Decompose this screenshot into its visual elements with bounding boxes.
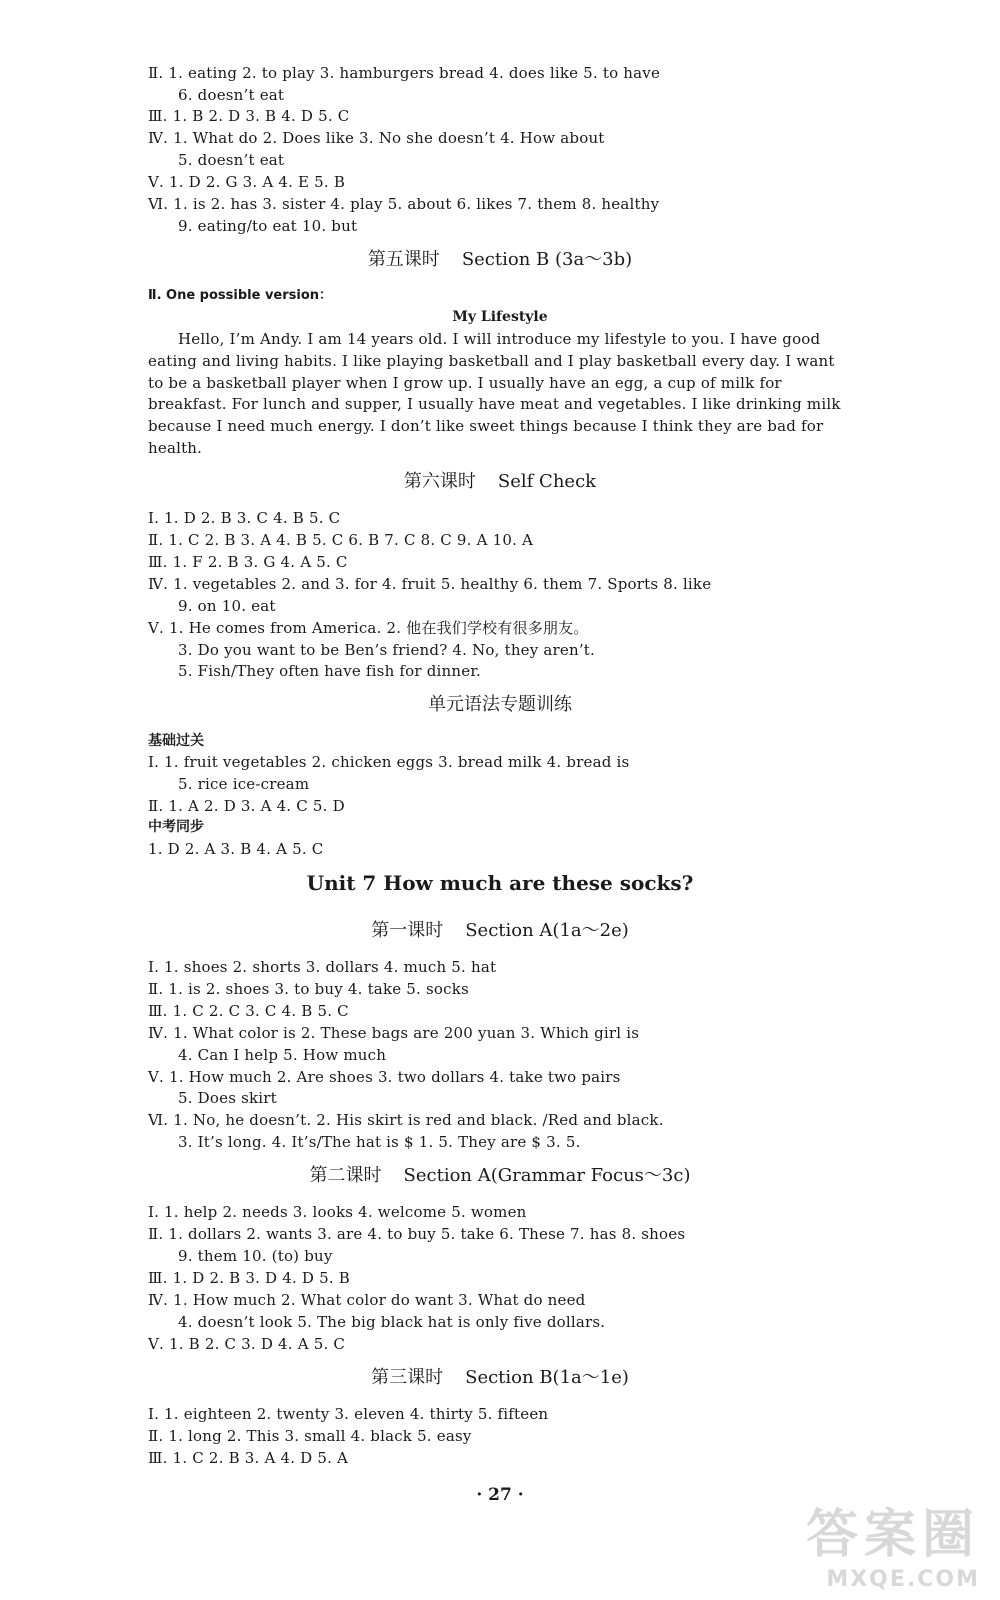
answer-line: Ⅴ. 1. B 2. C 3. D 4. A 5. C [148, 1335, 346, 1353]
lesson-heading-en: Section A(Grammar Focus～3c) [403, 1165, 691, 1186]
grammar-heading: 单元语法专题训练 [428, 694, 572, 715]
answer-line: Ⅰ. 1. D 2. B 3. C 4. B 5. C [148, 509, 341, 527]
answer-line: 4. Can I help 5. How much [178, 1046, 387, 1064]
answer-line: Ⅴ. 1. D 2. G 3. A 4. E 5. B [148, 173, 346, 191]
lesson-heading-cn: 第三课时 [371, 1367, 444, 1388]
answer-line: Ⅳ. 1. How much 2. What color do want 3. What do need [148, 1291, 586, 1309]
answer-line: 5. doesn’t eat [178, 151, 285, 169]
watermark-text: 答案圈 [805, 1505, 980, 1565]
answer-line: 3. Do you want to be Ben’s friend? 4. No, they aren’t. [178, 641, 596, 659]
lesson-heading-cn: 第一课时 [371, 920, 444, 941]
lesson-heading-en: Section B (3a～3b) [461, 249, 633, 270]
answer-line: 3. It’s long. 4. It’s/The hat is $ 1. 5. They are $ 3. 5. [178, 1133, 581, 1151]
lesson-heading-cn: 第五课时 [367, 249, 440, 270]
answer-line: Ⅱ. 1. dollars 2. wants 3. are 4. to buy 5. take 6. These 7. has 8. shoes [148, 1225, 686, 1243]
lesson-heading [0, 1366, 1000, 1390]
essay-paragraph: Hello, I’m Andy. I am 14 years old. I will introduce my lifestyle to you. I have good eating and living habits. I like playing basketball and I play basketball every day. I want to be a basketball player when I grow up. I usually have an egg, a cup of milk for breakfast. For lunch and supper, I usually have meat and vegetables. I like drinking milk because I need much energy. I don’t like sweet things because I think they are bad for health. [148, 330, 841, 457]
answer-line: Ⅲ. 1. F 2. B 3. G 4. A 5. C [148, 553, 348, 571]
answer-line: Ⅱ. 1. C 2. B 3. A 4. B 5. C 6. B 7. C 8. C 9. A 10. A [148, 531, 534, 549]
lesson-heading-cn: 第六课时 [403, 471, 476, 492]
answer-line: Ⅱ. 1. A 2. D 3. A 4. C 5. D [148, 797, 345, 815]
answer-line: Ⅰ. 1. help 2. needs 3. looks 4. welcome 5. women [148, 1203, 527, 1221]
answer-line: 1. D 2. A 3. B 4. A 5. C [148, 840, 324, 858]
lesson-heading-en: Section A(1a～2e) [465, 920, 629, 941]
answer-line: Ⅰ. 1. eighteen 2. twenty 3. eleven 4. thirty 5. fifteen [148, 1405, 549, 1423]
answer-line: 5. Does skirt [178, 1089, 277, 1107]
answer-line: Ⅳ. 1. What color is 2. These bags are 200 yuan 3. Which girl is [148, 1024, 640, 1042]
answer-line: 5. rice ice-cream [178, 775, 310, 793]
answer-line: 6. doesn’t eat [178, 86, 285, 104]
answer-line: 9. them 10. (to) buy [178, 1247, 333, 1265]
answer-line: Ⅳ. 1. vegetables 2. and 3. for 4. fruit 5. healthy 6. them 7. Sports 8. like [148, 575, 712, 593]
version-label: Ⅱ. One possible version： [148, 288, 333, 303]
lesson-heading-en: Section B(1a～1e) [465, 1367, 629, 1388]
answer-line: Ⅱ. 1. long 2. This 3. small 4. black 5. easy [148, 1427, 472, 1445]
answer-line: Ⅱ. 1. is 2. shoes 3. to buy 4. take 5. socks [148, 980, 469, 998]
answer-line: Ⅵ. 1. is 2. has 3. sister 4. play 5. about 6. likes 7. them 8. healthy [148, 195, 660, 213]
answer-line: 4. doesn’t look 5. The big black hat is only five dollars. [178, 1313, 606, 1331]
answer-line: 9. on 10. eat [178, 597, 276, 615]
subheading: 中考同步 [148, 819, 204, 835]
answer-line: Ⅴ. 1. He comes from America. 2. 他在我们学校有很多朋友。 [148, 619, 589, 637]
answer-line: 5. Fish/They often have fish for dinner. [178, 662, 482, 680]
answer-line: Ⅱ. 1. eating 2. to play 3. hamburgers bread 4. does like 5. to have [148, 64, 661, 82]
answer-line: Ⅰ. 1. fruit vegetables 2. chicken eggs 3. bread milk 4. bread is [148, 753, 630, 771]
answer-line: Ⅵ. 1. No, he doesn’t. 2. His skirt is red and black. /Red and black. [148, 1111, 664, 1129]
subheading: 基础过关 [148, 733, 204, 749]
essay-title: My Lifestyle [452, 309, 548, 325]
lesson-heading [0, 1164, 1000, 1188]
answer-line: Ⅳ. 1. What do 2. Does like 3. No she doesn’t 4. How about [148, 129, 605, 147]
answer-line: Ⅴ. 1. How much 2. Are shoes 3. two dollars 4. take two pairs [148, 1068, 621, 1086]
answer-line: Ⅲ. 1. B 2. D 3. B 4. D 5. C [148, 107, 350, 125]
lesson-heading [0, 919, 1000, 943]
answer-line: Ⅰ. 1. shoes 2. shorts 3. dollars 4. much 5. hat [148, 958, 497, 976]
answer-line: Ⅲ. 1. C 2. C 3. C 4. B 5. C [148, 1002, 349, 1020]
lesson-heading-cn: 第二课时 [309, 1165, 382, 1186]
watermark-logo [806, 1492, 980, 1592]
lesson-heading [0, 248, 1000, 272]
unit-title: Unit 7 How much are these socks? [306, 871, 694, 895]
page-number: · 27 · [476, 1485, 524, 1505]
lesson-heading [0, 470, 1000, 494]
watermark-url: MXQE.COM [826, 1567, 980, 1592]
lesson-heading-en: Self Check [497, 471, 597, 492]
answer-line: Ⅲ. 1. D 2. B 3. D 4. D 5. B [148, 1269, 350, 1287]
answer-line: Ⅲ. 1. C 2. B 3. A 4. D 5. A [148, 1449, 349, 1467]
answer-line: 9. eating/to eat 10. but [178, 217, 358, 235]
